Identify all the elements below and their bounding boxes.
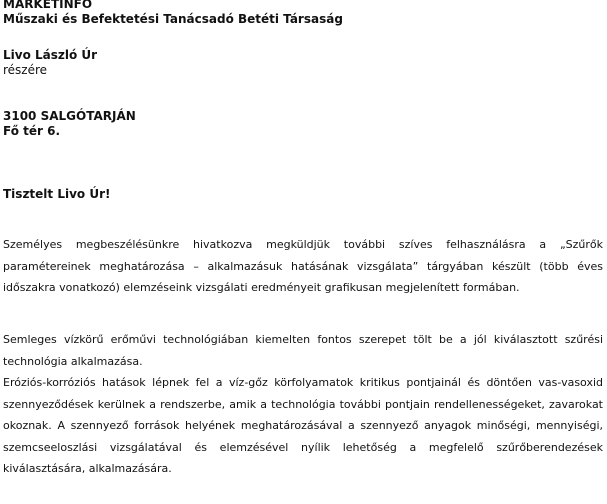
body-paragraph-3: Eróziós-korróziós hatások lépnek fel a víz-gőz körfolyamatok kritikus pontjainál és döntően vas-vasoxid szennyeződések kerülnek a rendszerbe, amik a technológia további pontjain rendellenességeket, zavarokat okoznak. A szennyező források helyének meghatározásával a szennyező anyagok minőségi, mennyiségi, szemcseeloszlási vizsgálatával és elemzésével nyílik lehetőség a megfelelő szűrőberendezések kiválasztására, alkalmazására.	[3, 376, 603, 475]
recipient-street: Fő tér 6.	[3, 124, 61, 138]
recipient-attention: részére	[3, 63, 48, 77]
company-full-name: Műszaki és Befektetési Tanácsadó Betéti Társaság	[3, 12, 343, 26]
body-paragraph-2: Semleges vízkörű erőművi technológiában kiemelten fontos szerepet tölt be a jól kiválasztott szűrési technológia alkalmazása.	[3, 333, 603, 368]
recipient-city: 3100 SALGÓTARJÁN	[3, 109, 136, 123]
recipient-name: Livo László Úr	[3, 48, 98, 62]
salutation: Tisztelt Livo Úr!	[3, 187, 111, 201]
company-name: MARKETINFO	[3, 0, 93, 11]
body-paragraph-1: Személyes megbeszélésünkre hivatkozva megküldjük további szíves felhasználásra a „Szűrők paramétereinek meghatározása – alkalmazásuk hatásának vizsgálata” tárgyában készült (több éves időszakra vonatkozó) elemzéseink vizsgálati eredményeit grafikusan megjelenített formában.	[3, 238, 603, 294]
